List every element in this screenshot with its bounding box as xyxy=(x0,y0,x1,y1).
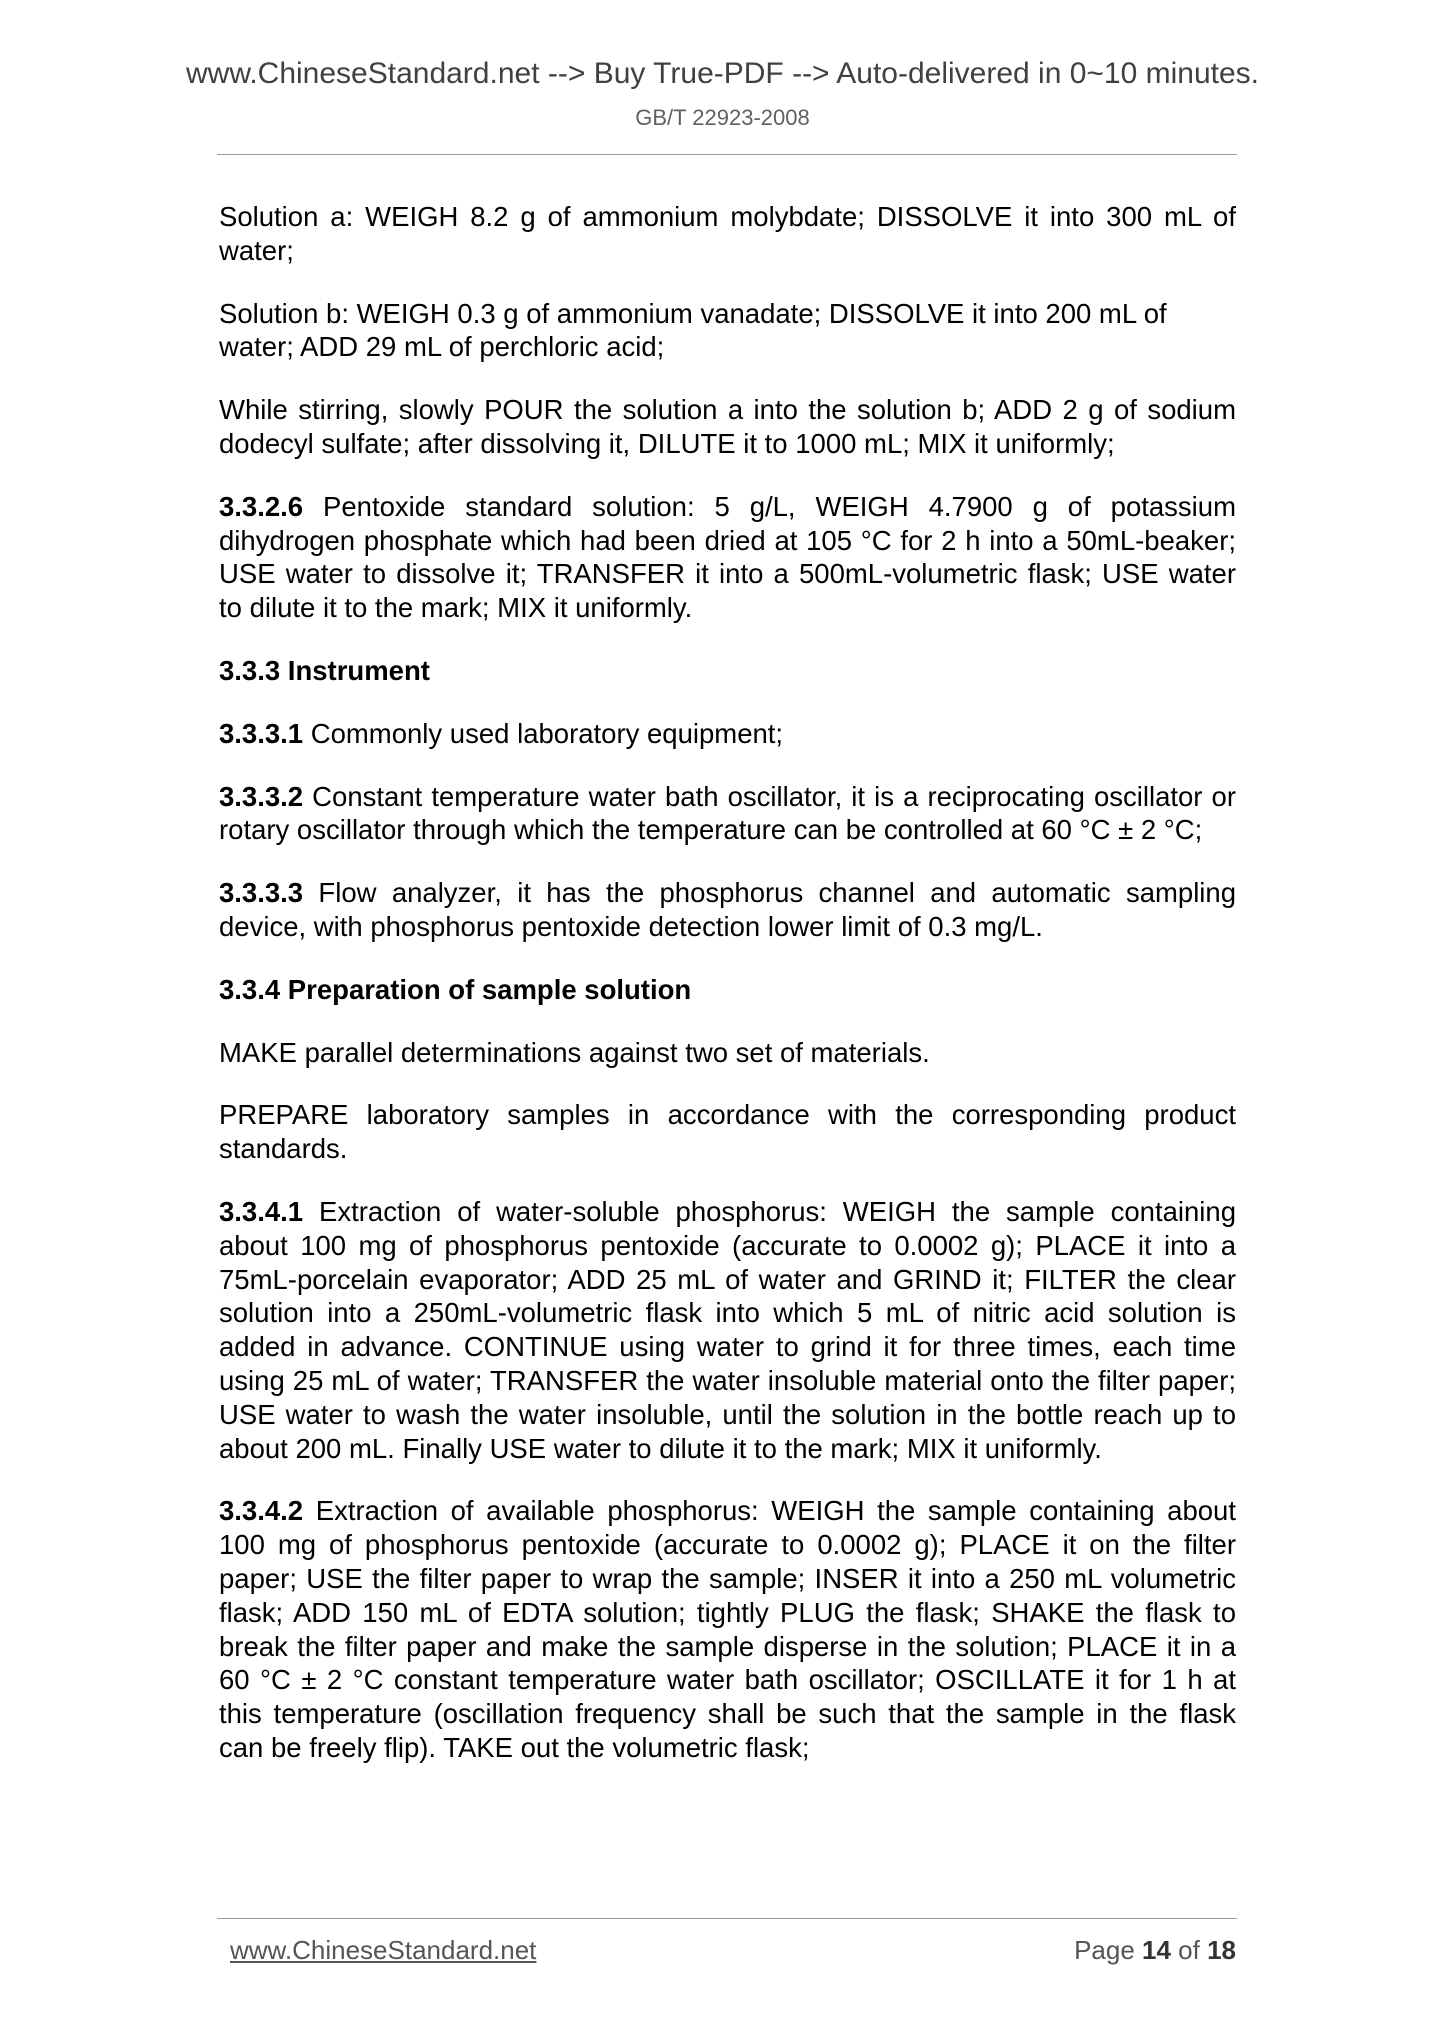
document-body xyxy=(219,200,1236,1794)
clause-text: Pentoxide standard solution: 5 g/L, WEIGH 4.7900 g of potassium dihydrogen phosphate which had been dried at 105 °C for 2 h into a 50mL-beaker; USE water to dissolve it; TRANSFER it into a 500mL-volumetric flask; USE water to dilute it to the mark; MIX it uniformly. xyxy=(219,490,1236,624)
top-banner: www.ChineseStandard.net --> Buy True-PDF --> Auto-delivered in 0~10 minutes. xyxy=(185,57,1260,90)
page-number xyxy=(1074,1934,1236,1966)
page-current: 14 xyxy=(1142,1935,1171,1965)
page-of: of xyxy=(1170,1935,1208,1965)
clause-number: 3.3.2.6 xyxy=(219,490,304,522)
solution-b-paragraph: Solution b: WEIGH 0.3 g of ammonium vanadate; DISSOLVE it into 200 mL of water; ADD 29 mL of perchloric acid; xyxy=(219,297,1167,363)
solution-a-paragraph: Solution a: WEIGH 8.2 g of ammonium molybdate; DISSOLVE it into 300 mL of water; xyxy=(219,201,1236,266)
footer-website-link[interactable]: www.ChineseStandard.net xyxy=(230,1935,537,1965)
heading-3-3-4: 3.3.4 Preparation of sample solution xyxy=(219,973,692,1005)
clause-number: 3.3.3.1 xyxy=(219,717,304,749)
page-total: 18 xyxy=(1207,1935,1236,1965)
clause-3-3-4-1 xyxy=(219,1195,1236,1465)
prepare-paragraph: PREPARE laboratory samples in accordance with the corresponding product standards. xyxy=(219,1099,1236,1165)
clause-3-3-4-2 xyxy=(219,1494,1236,1764)
clause-text: Commonly used laboratory equipment; xyxy=(303,717,784,749)
clause-3-3-3-3 xyxy=(219,876,1236,944)
parallel-paragraph: MAKE parallel determinations against two set of materials. xyxy=(219,1036,930,1068)
clause-text: Extraction of available phosphorus: WEIGH the sample containing about 100 mg of phosphorus pentoxide (accurate to 0.0002 g); PLACE it on the filter paper; USE the filter paper to wrap the sample; INSER it into a 250 mL volumetric flask; ADD 150 mL of EDTA solution; tightly PLUG the flask; SHAKE the flask to break the filter paper and make the sample disperse in the solution; PLACE it in a 60 °C ± 2 °C constant temperature water bath oscillator; OSCILLATE it for 1 h at this temperature (oscillation frequency shall be such that the sample in the flask can be freely flip). TAKE out the volumetric flask; xyxy=(219,1495,1236,1763)
clause-3-3-3-2 xyxy=(219,780,1236,848)
mixing-paragraph: While stirring, slowly POUR the solution a into the solution b; ADD 2 g of sodium dodecyl sulfate; after dissolving it, DILUTE it to 1000 mL; MIX it uniformly; xyxy=(219,394,1236,459)
clause-number: 3.3.4.2 xyxy=(219,1495,304,1527)
footer-divider xyxy=(217,1918,1237,1919)
clause-number: 3.3.4.1 xyxy=(219,1195,304,1227)
document-code: GB/T 22923-2008 xyxy=(635,105,810,130)
clause-number: 3.3.3.3 xyxy=(219,877,304,909)
heading-3-3-3: 3.3.3 Instrument xyxy=(219,654,430,686)
clause-number: 3.3.3.2 xyxy=(219,780,304,812)
page-label: Page xyxy=(1074,1935,1143,1965)
header-divider xyxy=(217,154,1237,155)
clause-text: Extraction of water-soluble phosphorus: WEIGH the sample containing about 100 mg of phosphorus pentoxide (accurate to 0.0002 g); PLACE it into a 75mL-porcelain evaporator; ADD 25 mL of water and GRIND it; FILTER the clear solution into a 250mL-volumetric flask into which 5 mL of nitric acid solution is added in advance. CONTINUE using water to grind it for three times, each time using 25 mL of water; TRANSFER the water insoluble material onto the filter paper; USE water to wash the water insoluble, until the solution in the bottle reach up to about 200 mL. Finally USE water to dilute it to the mark; MIX it uniformly. xyxy=(219,1195,1236,1464)
clause-3-3-3-1 xyxy=(219,717,1236,751)
clause-text: Flow analyzer, it has the phosphorus channel and automatic sampling device, with phosphorus pentoxide detection lower limit of 0.3 mg/L. xyxy=(219,877,1236,942)
clause-3-3-2-6 xyxy=(219,490,1236,625)
clause-text: Constant temperature water bath oscillator, it is a reciprocating oscillator or rotary oscillator through which the temperature can be controlled at 60 °C ± 2 °C; xyxy=(219,780,1236,846)
